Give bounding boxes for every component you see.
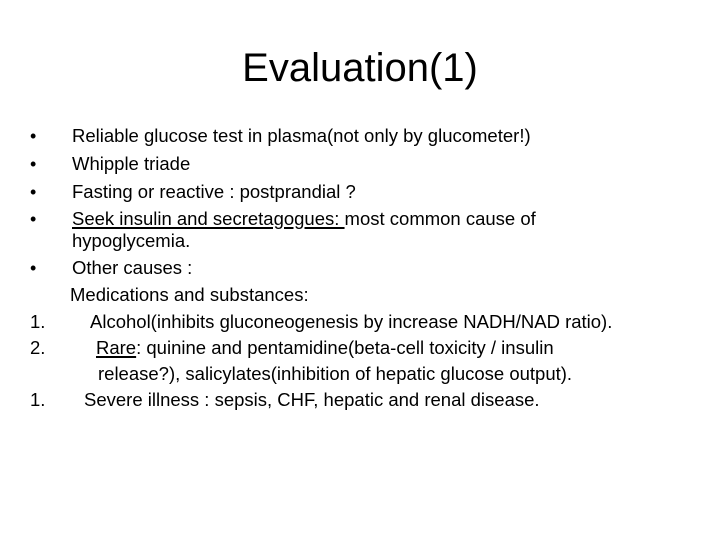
underlined-phrase: Seek insulin and secretagogues: [72,208,345,229]
list-item-text-rest: : quinine and pentamidine(beta-cell toxicity / insulin [136,337,554,358]
underlined-phrase: Rare [96,337,137,358]
number-marker: 1. [30,311,46,332]
list-item-text: Other causes : [72,257,193,278]
bullet-marker: • [30,182,37,202]
bullet-marker: • [30,258,37,278]
slide-title: Evaluation(1) [242,46,478,90]
list-item-text: Fasting or reactive : postprandial ? [72,181,356,202]
number-marker: 1. [30,389,46,410]
list-item-text: Whipple triade [72,153,191,174]
list-item-text-rest: most common cause of [344,208,536,229]
subheading: Medications and substances: [70,284,309,305]
list-item-text: Severe illness : sepsis, CHF, hepatic and renal disease. [84,389,540,410]
list-item-text: Alcohol(inhibits gluconeogenesis by increase NADH/NAD ratio). [90,311,613,332]
list-item-continuation: hypoglycemia. [72,230,191,251]
list-item-text: Reliable glucose test in plasma(not only by glucometer!) [72,125,531,146]
list-item-text [96,336,554,360]
number-marker: 2. [30,337,46,358]
list-item-continuation: release?), salicylates(inhibition of hepatic glucose output). [98,363,573,384]
bullet-marker: • [30,154,37,174]
bullet-marker: • [30,209,37,229]
bullet-marker: • [30,126,37,146]
list-item-text [72,207,536,231]
